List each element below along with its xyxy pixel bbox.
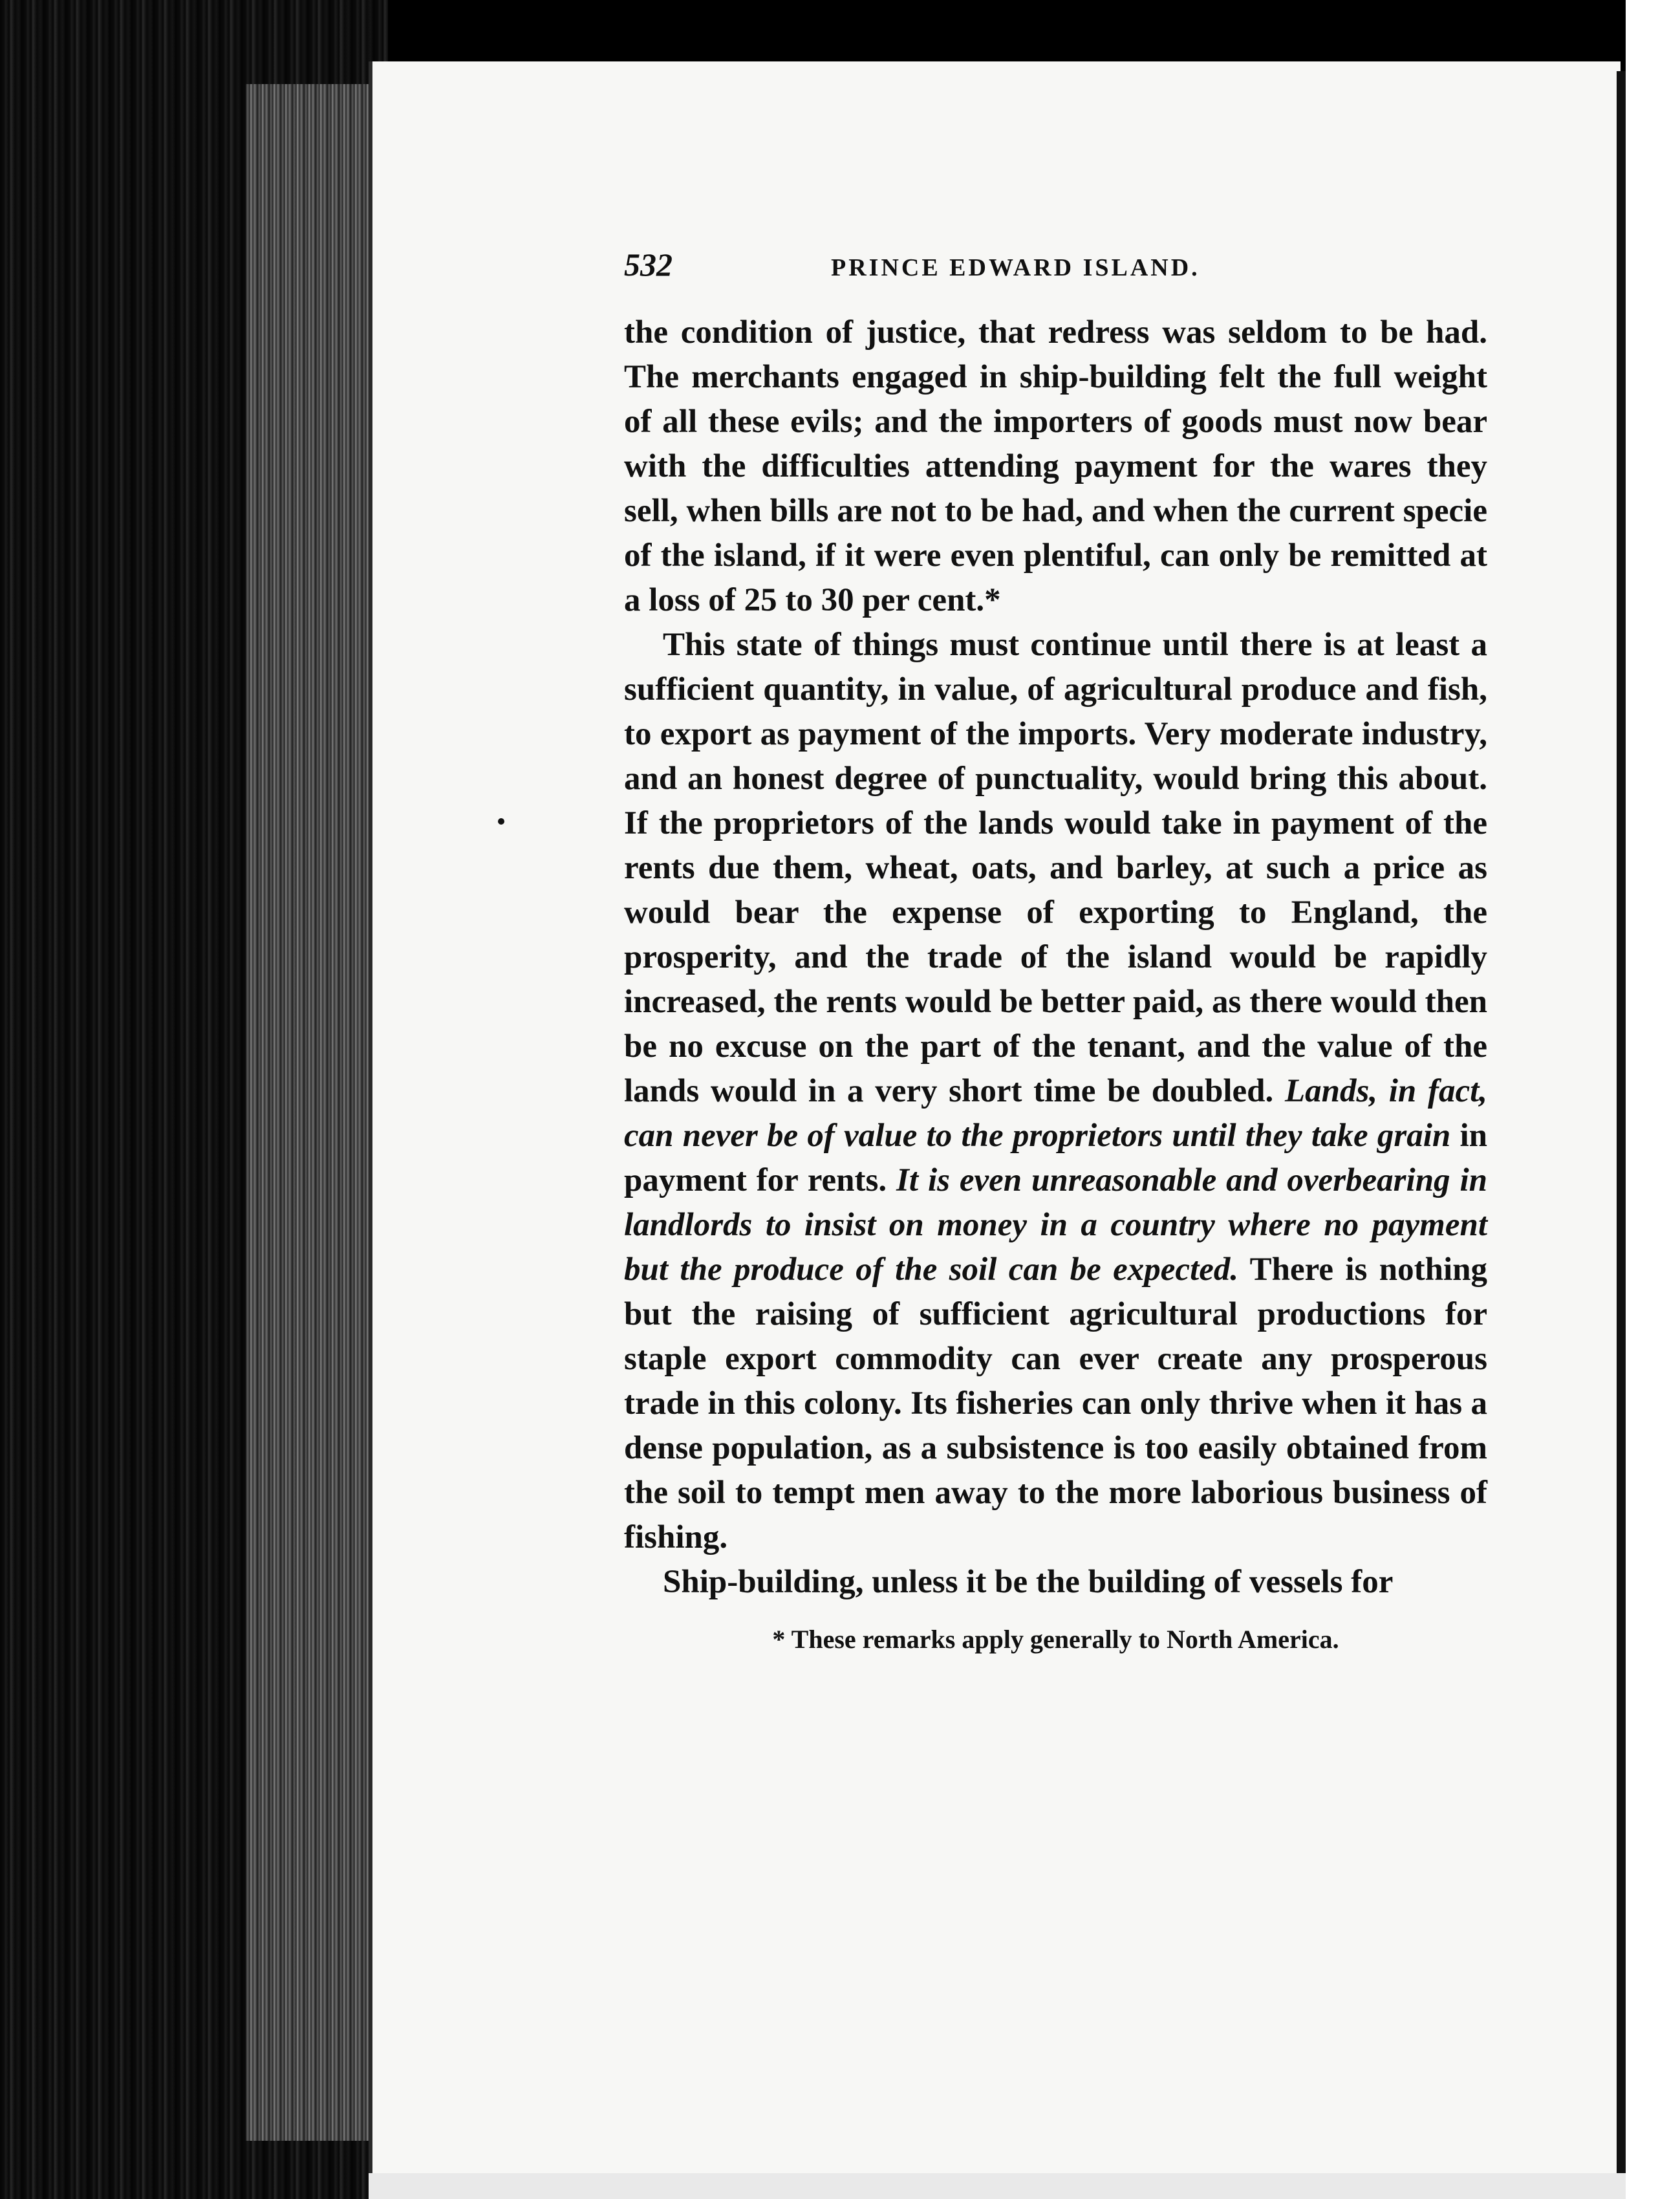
running-title: PRINCE EDWARD ISLAND.	[831, 254, 1200, 281]
page-number: 532	[624, 246, 673, 283]
page-edges	[246, 84, 375, 2141]
next-page-edge	[1617, 71, 1626, 2180]
ink-speck	[498, 818, 504, 825]
paragraph-2-text-e: There is nothing but the raising of sufficient agricultural productions for staple export commodity can ever create any prosperous trade in this colony. Its fisheries can only thrive when it has a dense population, as a subsistence is too easily obtained from the soil to tempt men away to the more laborious business of fishing.	[624, 1251, 1487, 1555]
bottom-margin	[369, 2173, 1626, 2199]
paragraph-2	[624, 623, 1487, 1560]
page-content	[624, 246, 1487, 1654]
paragraph-2-italic-b: Lands, in fact, can never be of value to the proprietors until they take grain	[624, 1073, 1488, 1154]
right-margin	[1626, 0, 1680, 2199]
paragraph-2-italic-d: It is even unreasonable and overbearing in landlords to insist on money in a country where no payment but the produce of the soil can be expected.	[624, 1162, 1487, 1288]
paragraph-2-text-c: in payment for rents.	[624, 1118, 1488, 1198]
paragraph-2-text-a: This state of things must continue until there is at least a sufficient quantity, in value, of agricultural produce and fish, to export as payment of the imports. Very moderate industry, and an honest degree of punctuality, would bring this about. If the proprietors of the lands would take in payment of the rents due them, wheat, oats, and barley, at such a price as would bear the expense of exporting to England, the prosperity, and the trade of the island would be rapidly increased, the rents would be better paid, as there would then be no excuse on the part of the tenant, and the value of the lands would in a very short time be doubled.	[624, 627, 1487, 1109]
paragraph-1: the condition of justice, that redress was seldom to be had. The merchants engaged in ship-building felt the full weight of all these evils; and the importers of goods must now bear with the difficulties attending payment for the wares they sell, when bills are not to be had, and when the current specie of the island, if it were even plentiful, can only be remitted at a loss of 25 to 30 per cent.*	[624, 314, 1487, 618]
footnote: * These remarks apply generally to North America.	[772, 1625, 1339, 1654]
paragraph-3: Ship-building, unless it be the building of vessels for	[663, 1564, 1394, 1600]
running-head	[624, 246, 1487, 304]
